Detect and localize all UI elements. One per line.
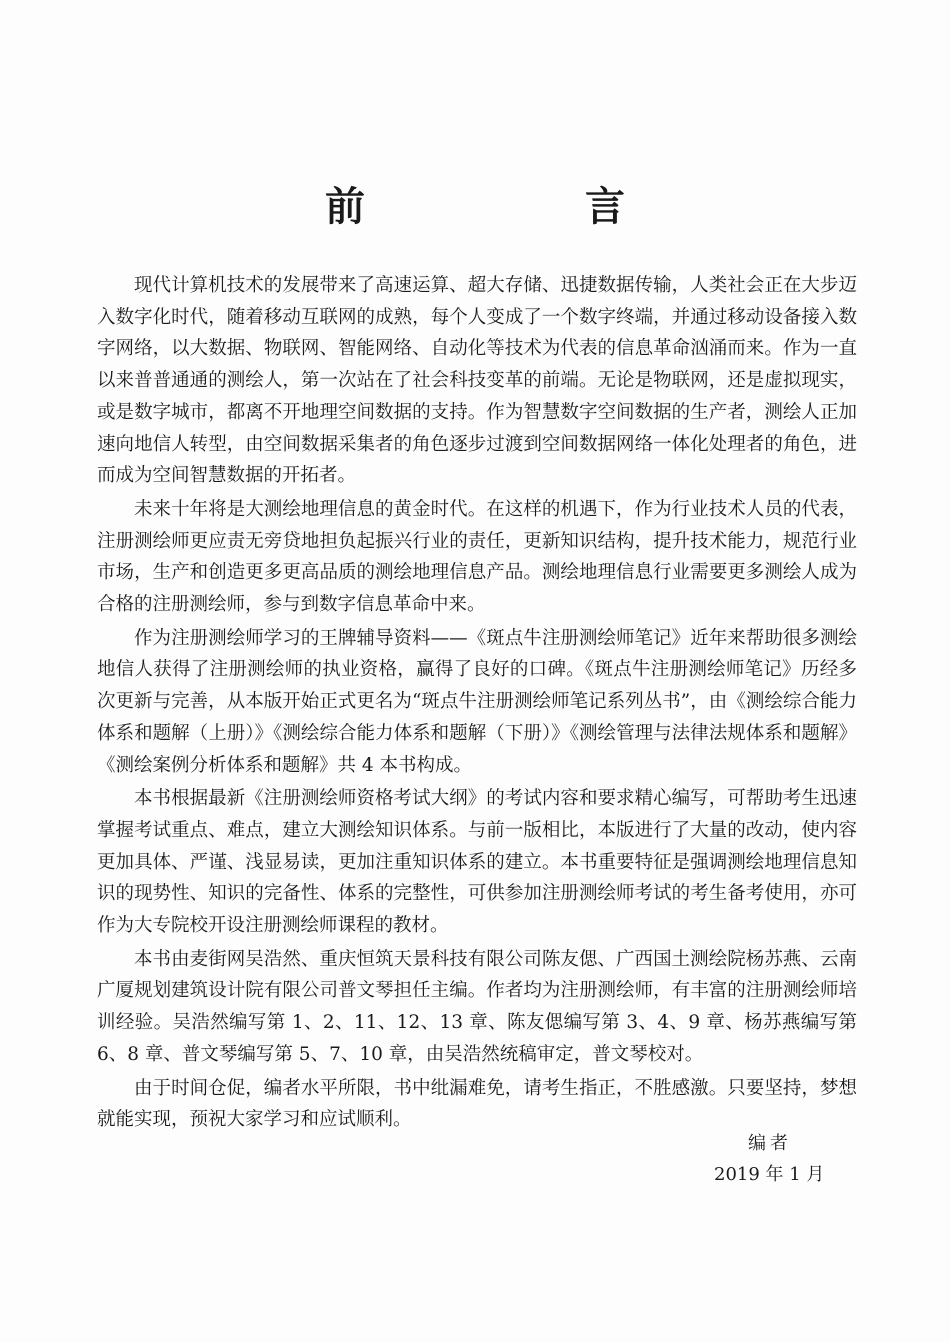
paragraph-2: 未来十年将是大测绘地理信息的黄金时代。在这样的机遇下，作为行业技术人员的代表，注册测绘师更应责无旁贷地担负起振兴行业的责任，更新知识结构，提升技术能力，规范行业市场，生产和创造更多更高品质的测绘地理信息产品。测绘地理信息行业需要更多测绘人成为合格的注册测绘师，参与到数字信息革命中来。 <box>97 498 857 616</box>
preface-body <box>97 270 857 1138</box>
paragraph-3: 作为注册测绘师学习的王牌辅导资料——《斑点牛注册测绘师笔记》近年来帮助很多测绘地信人获得了注册测绘师的执业资格，赢得了良好的口碑。《斑点牛注册测绘师笔记》历经多次更新与完善，从本版开始正式更名为“斑点牛注册测绘师笔记系列丛书”，由《测绘综合能力体系和题解（上册）》《测绘综合能力体系和题解（下册）》《测绘管理与法律法规体系和题解》《测绘案例分析体系和题解》共 4 本书构成。 <box>97 627 857 776</box>
paragraph-5: 本书由麦街网吴浩然、重庆恒筑天景科技有限公司陈友偲、广西国土测绘院杨苏燕、云南广厦规划建筑设计院有限公司普文琴担任主编。作者均为注册测绘师，有丰富的注册测绘师培训经验。吴浩然编写第 1、2、11、12、13 章、陈友偲编写第 3、4、9 章、杨苏燕编写第 6、8 章、普文琴编写第 5、7、10 章，由吴浩然统稿审定，普文琴校对。 <box>97 948 857 1065</box>
signature-date: 2019 年 1 月 <box>714 1164 825 1185</box>
paragraph-4: 本书根据最新《注册测绘师资格考试大纲》的考试内容和要求精心编写，可帮助考生迅速掌握考试重点、难点，建立大测绘知识体系。与前一版相比，本版进行了大量的改动，使内容更加具体、严谨、浅显易读，更加注重知识体系的建立。本书重要特征是强调测绘地理信息知识的现势性、知识的完备性、体系的完整性，可供参加注册测绘师考试的考生备考使用，亦可作为大专院校开设注册测绘师课程的教材。 <box>97 788 857 937</box>
signature-block <box>700 1128 860 1190</box>
paragraph-6: 由于时间仓促，编者水平所限，书中纰漏难免，请考生指正，不胜感激。只要坚持，梦想就能实现，预祝大家学习和应试顺利。 <box>97 1077 857 1131</box>
page-title: 前 言 <box>325 183 715 230</box>
paragraph-1: 现代计算机技术的发展带来了高速运算、超大存储、迅捷数据传输，人类社会正在大步迈入数字化时代，随着移动互联网的成熟，每个人变成了一个数字终端，并通过移动设备接入数字网络，以大数据、物联网、智能网络、自动化等技术为代表的信息革命汹涌而来。作为一直以来普普通通的测绘人，第一次站在了社会科技变革的前端。无论是物联网，还是虚拟现实，或是数字城市，都离不开地理空间数据的支持。作为智慧数字空间数据的生产者，测绘人正加速向地信人转型，由空间数据采集者的角色逐步过渡到空间数据网络一体化处理者的角色，进而成为空间智慧数据的开拓者。 <box>97 275 857 487</box>
signature-author: 编者 <box>748 1133 792 1154</box>
